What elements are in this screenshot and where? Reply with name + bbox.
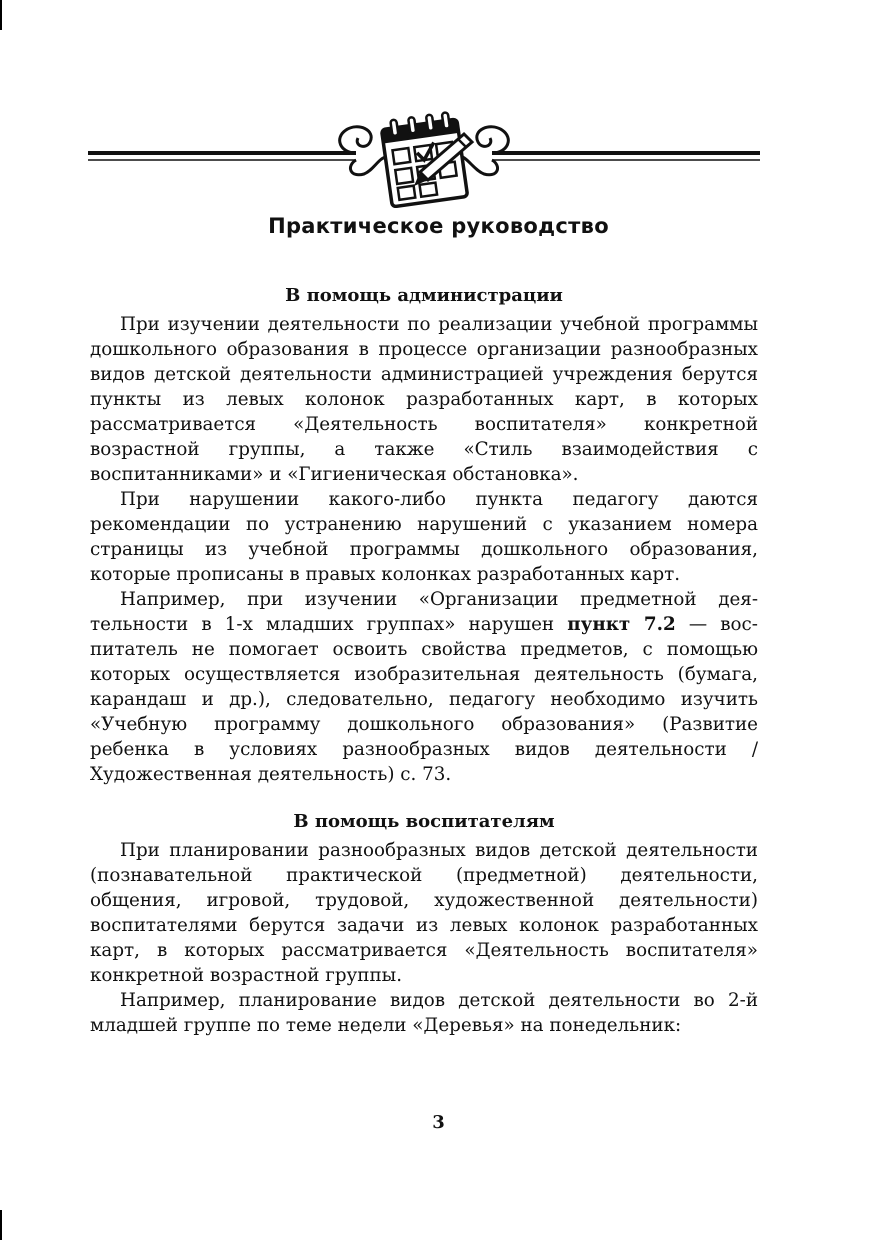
section-heading-teachers: В помощь воспитателям [293,811,555,832]
example-paragraph [90,587,758,787]
right-scroll-ornament [460,127,508,175]
crop-mark-bottom [0,1210,2,1240]
paragraph: При нарушении какого-либо пункта педагогу даются рекомендации по устранению нарушений с указанием номера страницы из учебной программы дошкольного образования, которые прописаны в правых колонках разработанных карт. [90,489,758,585]
header-ornament [88,108,760,208]
page-number: 3 [432,1112,445,1133]
example-bold-point: пункт 7.2 [567,614,676,635]
paragraph: При планировании разнообразных видов детской деятельности (познавательной практической (предметной) деятельности, общения, игровой, трудовой, художественной деятельности) воспитателями берутся задачи из левых колонок разработанных карт, в которых рассматривается «Деятельность воспитателя» конкретной возрастной группы. [90,840,758,986]
section-heading-administration: В помощь администрации [285,285,563,306]
paragraph: При изучении деятельности по реализации учебной программы дошкольного образования в процессе организации разнообразных видов детской деятельности администрацией учреждения берутся пункты из левых колонок разработанных карт, в которых рассматривается «Деятельность воспитателя» конкретной возрастной группы, а также «Стиль взаимодействия с воспитанниками» и «Гигиеническая обстановка». [90,314,758,485]
example-text-after: — воспитатель не помогает освоить свойства предметов, с помощью которых осуществляется изобразительная деятельность (бумага, карандаш и др.), следовательно, педагогу необходимо изучить «Учебную программу дошкольного образования» (Развитие ребенка в условиях разнообразных видов деятельности / Художественная деятельность) с. 73. [90,614,758,785]
crop-mark-top [0,0,2,30]
page-title: Практическое руководство [268,214,609,238]
page-body [90,283,758,1038]
example-text-before: Например, при изучении «Организации предметной деятельности в 1-х младших группах» нарушен [90,589,758,635]
paragraph: Например, планирование видов детской деятельности во 2-й младшей группе по теме недели «Деревья» на понедельник: [90,990,758,1036]
